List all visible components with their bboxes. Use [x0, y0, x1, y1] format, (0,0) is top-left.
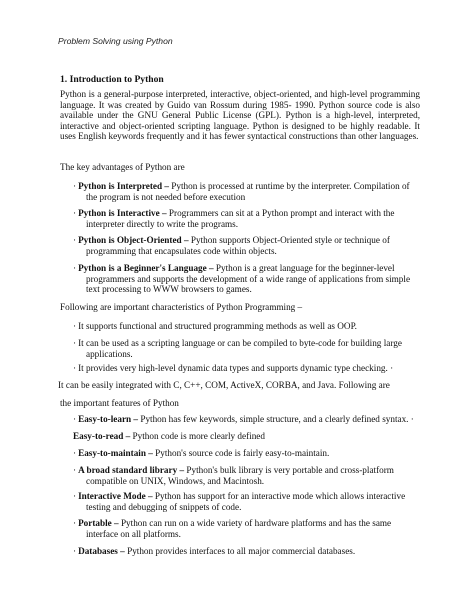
integration-line: It can be easily integrated with C, C++, COM, ActiveX, CORBA, and Java. Following are: [58, 380, 390, 390]
advantage-text-cont: the program is not needed before execution: [86, 191, 246, 202]
advantage-item-interpreted: · Python is Interpreted – Python is processed at runtime by the interpreter. Compilation of the program is not needed before execution: [73, 181, 423, 202]
feature-label: Interactive Mode –: [78, 491, 153, 501]
advantage-item-object-oriented: · Python is Object-Oriented – Python supports Object-Oriented style or technique of programming that encapsulates code within objects.: [73, 235, 423, 256]
running-header: Problem Solving using Python: [58, 36, 173, 46]
advantage-label: Python is a Beginner's Language –: [78, 263, 214, 273]
characteristic-item: · It can be used as a scripting language or can be compiled to byte-code for building large applications.: [73, 338, 423, 359]
feature-text: Python has support for an interactive mode which allows interactive: [152, 491, 406, 501]
feature-item-easy-to-maintain: · Easy-to-maintain – Python's source code is fairly easy-to-maintain.: [73, 448, 330, 458]
feature-text-cont: interface on all platforms.: [86, 528, 181, 539]
feature-text: Python's bulk library is very portable and cross-platform: [184, 465, 394, 475]
feature-item-easy-to-read: [73, 431, 423, 442]
feature-text: Python provides interfaces to all major commercial databases.: [124, 546, 356, 556]
feature-item-standard-library: · A broad standard library – Python's bulk library is very portable and cross-platform compatible on UNIX, Windows, and Macintosh.: [73, 465, 423, 486]
feature-item-portable: · Portable – Python can run on a wide variety of hardware platforms and has the same interface on all platforms.: [73, 518, 423, 539]
advantage-item-beginner: · Python is a Beginner's Language – Python is a great language for the beginner-level programmers and supports the development of a wide range of applications from simple text processing to WWW browsers to games.: [73, 263, 428, 295]
advantage-item-interactive: · Python is Interactive – Programmers can sit at a Python prompt and interact with the interpreter directly to write the programs.: [73, 208, 423, 229]
feature-text-cont: testing and debugging of snippets of code.: [86, 501, 242, 512]
advantage-text: Python is processed at runtime by the interpreter. Compilation of: [169, 181, 410, 191]
feature-item-easy-to-learn: · Easy-to-learn – Python has few keywords, simple structure, and a clearly defined syntax. ·: [73, 414, 414, 424]
advantage-label: Python is Object-Oriented –: [78, 235, 189, 245]
feature-text: Python can run on a wide variety of hardware platforms and has the same: [118, 518, 392, 528]
feature-item-interactive-mode: · Interactive Mode – Python has support for an interactive mode which allows interactive testing and debugging of snippets of code.: [73, 491, 423, 512]
feature-item-databases: · Databases – Python provides interfaces to all major commercial databases.: [73, 546, 356, 556]
feature-label: Databases –: [78, 546, 125, 556]
advantage-text: Python is a great language for the beginner-level: [213, 263, 395, 273]
feature-label: Easy-to-learn –: [78, 414, 139, 424]
advantage-text: Programmers can sit at a Python prompt and interact with the: [166, 208, 395, 218]
characteristic-text-cont: applications.: [86, 348, 133, 359]
characteristics-intro: Following are important characteristics of Python Programming –: [60, 302, 303, 312]
advantage-text-cont: programmers and supports the development of a wide range of applications from simple: [86, 273, 411, 284]
feature-label: Easy-to-read –: [73, 431, 131, 441]
feature-text: Python has few keywords, simple structure, and a clearly defined syntax. ·: [138, 414, 414, 424]
section-heading: 1. Introduction to Python: [60, 74, 164, 85]
feature-text-cont: compatible on UNIX, Windows, and Macintosh.: [86, 475, 265, 486]
intro-paragraph: Python is a general-purpose interpreted, interactive, object-oriented, and high-level programming language. It was created by Guido van Rossum during 1985- 1990. Python source code is also available under the GNU General Public License (GPL). Python is a high-level, interpreted, interactive and object-oriented scripting language. Python is designed to be highly readable. It uses English keywords frequently and it has fewer syntactical constructions than other languages.: [60, 89, 420, 142]
feature-text: Python's source code is fairly easy-to-maintain.: [152, 448, 330, 458]
advantage-text-cont: text processing to WWW browsers to games.: [86, 284, 252, 295]
advantages-intro: The key advantages of Python are: [60, 162, 185, 172]
feature-label: A broad standard library –: [78, 465, 185, 475]
advantage-label: Python is Interactive –: [78, 208, 167, 218]
advantage-text-cont: programming that encapsulates code within objects.: [86, 245, 277, 256]
characteristic-text: It supports functional and structured programming methods as well as OOP.: [78, 321, 357, 331]
characteristic-text: It provides very high-level dynamic data types and supports dynamic type checking. ·: [78, 363, 394, 373]
advantage-label: Python is Interpreted –: [78, 181, 169, 191]
advantage-text: Python supports Object-Oriented style or technique of: [188, 235, 390, 245]
feature-label: Easy-to-maintain –: [78, 448, 153, 458]
feature-label: Portable –: [78, 518, 119, 528]
characteristic-item: · It supports functional and structured programming methods as well as OOP.: [73, 321, 357, 331]
characteristic-text: It can be used as a scripting language or can be compiled to byte-code for building large: [78, 338, 402, 348]
characteristic-item: · It provides very high-level dynamic data types and supports dynamic type checking. ·: [73, 363, 394, 373]
feature-text: Python code is more clearly defined: [130, 431, 265, 441]
advantage-text-cont: interpreter directly to write the programs.: [86, 218, 239, 229]
features-intro: the important features of Python: [60, 398, 179, 408]
